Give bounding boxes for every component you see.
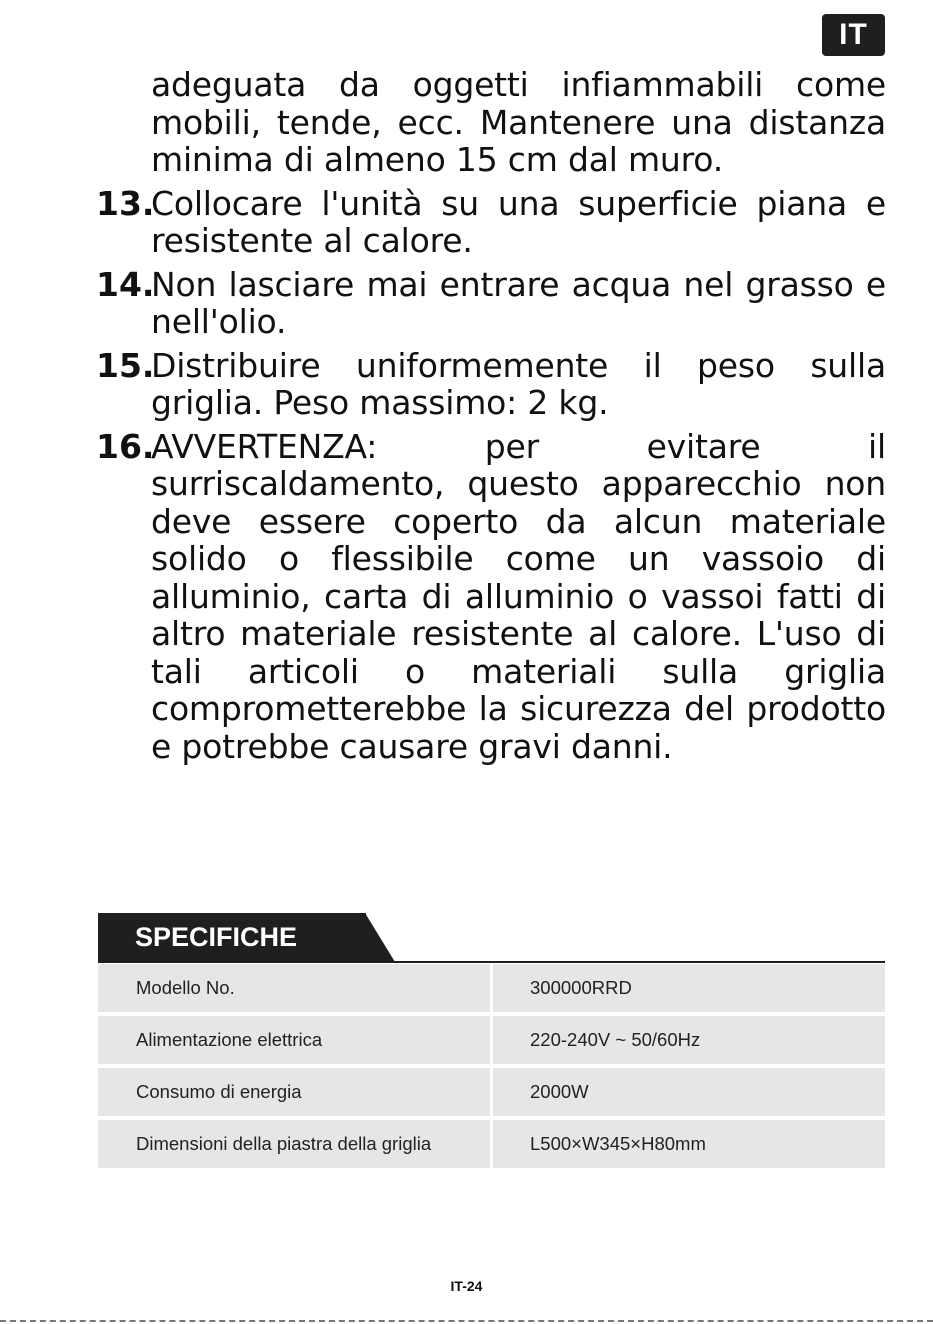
table-row [98, 964, 885, 1014]
spec-label: Modello No. [98, 964, 490, 1012]
instruction-text: Distribuire uniformemente il peso sulla griglia. Peso massimo: 2 kg. [151, 345, 886, 422]
instruction-text: adeguata da oggetti infiammabili come mobili, tende, ecc. Mantenere una distanza minima di almeno 15 cm dal muro. [151, 65, 886, 179]
table-row [98, 1068, 885, 1118]
instruction-text: Non lasciare mai entrare acqua nel grasso e nell'olio. [151, 264, 886, 341]
instruction-number: 14. [96, 264, 155, 304]
language-badge: IT [822, 14, 885, 56]
spec-value: 220-240V ~ 50/60Hz [493, 1016, 885, 1064]
spec-value: 2000W [493, 1068, 885, 1116]
table-row [98, 1016, 885, 1066]
instructions-list [96, 66, 886, 771]
specifications-title: SPECIFICHE [135, 922, 298, 952]
instruction-text: Collocare l'unità su una superficie piana e resistente al calore. [151, 183, 886, 260]
tab-slant-shape [365, 913, 395, 962]
instruction-item-continued [96, 66, 886, 179]
specifications-header [98, 913, 885, 962]
instruction-number: 13. [96, 183, 155, 223]
specifications-section [98, 913, 885, 1170]
table-row [98, 1120, 885, 1170]
instruction-item-15 [96, 347, 886, 422]
instruction-text: AVVERTENZA: per evitare il surriscaldamento, questo apparecchio non deve essere coperto da alcun materiale solido o flessibile come un vassoio di alluminio, carta di alluminio o vassoi fatti di altro materiale resistente al calore. L'uso di tali articoli o materiali sulla griglia comprometterebbe la sicurezza del prodotto e potrebbe causare gravi danni. [151, 426, 886, 766]
specifications-table [98, 964, 885, 1170]
spec-value: 300000RRD [493, 964, 885, 1012]
instruction-item-14 [96, 266, 886, 341]
spec-value: L500×W345×H80mm [493, 1120, 885, 1168]
page-number: IT-24 [450, 1278, 483, 1294]
spec-label: Alimentazione elettrica [98, 1016, 490, 1064]
page-edge-divider [0, 1320, 933, 1322]
instruction-number: 16. [96, 426, 155, 466]
instruction-item-13 [96, 185, 886, 260]
spec-label: Dimensioni della piastra della griglia [98, 1120, 490, 1168]
instruction-number: 15. [96, 345, 155, 385]
instruction-item-16 [96, 428, 886, 766]
spec-label: Consumo di energia [98, 1068, 490, 1116]
specifications-rule [98, 961, 885, 963]
